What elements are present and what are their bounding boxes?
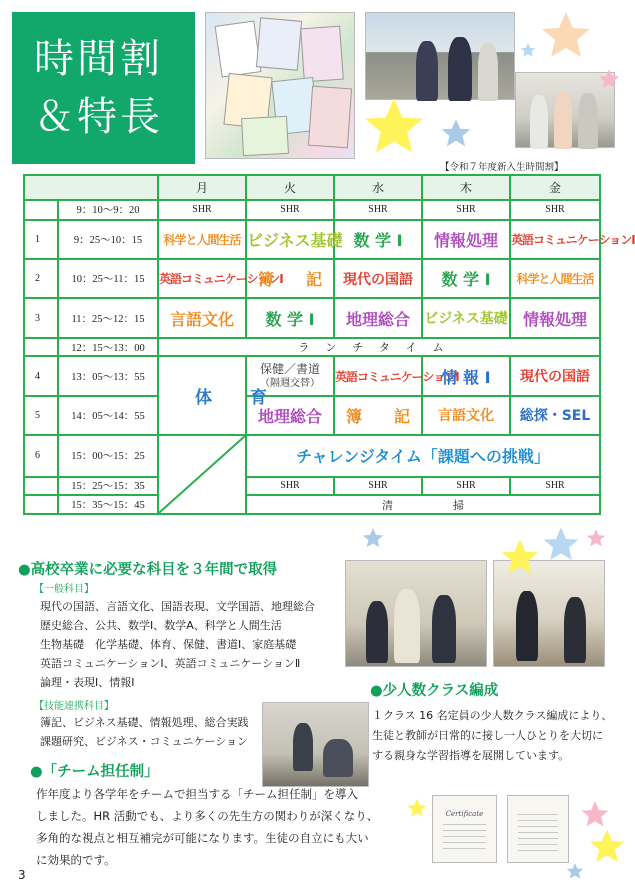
subject-cell: 数 学 Ⅰ	[422, 259, 510, 298]
time-cell: 15：00〜15：25	[58, 435, 158, 476]
subject-cell: 数 学 Ⅰ	[334, 220, 422, 259]
paragraph-line: に効果的です。	[36, 853, 116, 867]
subject-cell: ビジネス基礎	[246, 220, 334, 259]
time-cell: 9：10〜9：20	[58, 200, 158, 220]
subject-cell: 言語文化	[422, 396, 510, 435]
subject-line: 課題研究、ビジネス・コミュニケーション	[40, 735, 249, 748]
period-number: 5	[24, 396, 58, 435]
shr-cell: SHR	[334, 200, 422, 220]
diagonal-line	[159, 436, 245, 513]
star-icon	[520, 42, 536, 58]
star-icon	[542, 526, 580, 562]
team-paragraph	[36, 783, 378, 871]
hoken-label: 保健／書道	[259, 361, 320, 376]
subject-cell: 簿 記	[334, 396, 422, 435]
lunch-cell: ランチタイム	[158, 338, 600, 357]
period-number: 4	[24, 356, 58, 395]
subject-cell: 科学と人間生活	[510, 259, 600, 298]
subject-cell: 言語文化	[158, 298, 246, 337]
section-small-class-title: 少人数クラス編成	[382, 683, 499, 699]
time-cell: 15：35〜15：45	[58, 495, 158, 514]
period-number: 1	[24, 220, 58, 259]
period-number: 2	[24, 259, 58, 298]
day-header: 月	[158, 175, 246, 200]
day-header: 金	[510, 175, 600, 200]
period-row	[24, 396, 600, 435]
subject-line: 現代の国語、言語文化、国語表現、文学国語、地理総合	[40, 600, 315, 613]
subject-cell: 英語コミュニケーションⅠ	[334, 356, 422, 395]
subject-cell: 情報処理	[422, 220, 510, 259]
shr-cell: SHR	[510, 200, 600, 220]
general-subjects-list	[40, 597, 315, 692]
timetable-caption: 【令和７年度新入生時間割】	[440, 162, 564, 173]
certificate-text-lines	[518, 814, 558, 852]
day-header: 火	[246, 175, 334, 200]
star-icon	[580, 800, 610, 828]
certificate-title: Certificate	[445, 810, 484, 818]
subject-cell: 英語コミュニケーションⅠ	[158, 259, 246, 298]
tech-subjects-list	[40, 713, 249, 751]
textbooks-photo	[205, 12, 355, 159]
shr-cell: SHR	[422, 477, 510, 496]
classroom-photo	[262, 702, 369, 787]
shr-cell: SHR	[158, 200, 246, 220]
day-header: 水	[334, 175, 422, 200]
page-number: 3	[18, 868, 26, 882]
shr-cell: SHR	[422, 200, 510, 220]
hoken-cell	[246, 356, 334, 395]
timetable	[23, 174, 635, 515]
subject-line: 英語コミュニケーションⅠ、英語コミュニケーションⅡ	[40, 657, 301, 670]
paragraph-line: する親身な学習指導を展開しています。	[372, 749, 570, 762]
subject-cell: 現代の国語	[334, 259, 422, 298]
shr-cell: SHR	[246, 477, 334, 496]
shr-cell: SHR	[334, 477, 422, 496]
students-classroom-photo	[345, 560, 487, 667]
period-number: 6	[24, 435, 58, 476]
subject-line: 生物基礎 化学基礎、体育、保健、書道Ⅰ、家庭基礎	[40, 638, 297, 651]
period-row	[24, 220, 600, 259]
star-icon	[406, 798, 428, 818]
small-class-paragraph	[372, 706, 612, 766]
title-block	[12, 12, 195, 164]
shr-cell: SHR	[246, 200, 334, 220]
section-team-title: 「チーム担任制」	[42, 764, 159, 780]
subject-cell: 数 学 Ⅰ	[246, 298, 334, 337]
subject-cell: 簿 記	[246, 259, 334, 298]
time-cell: 15：25〜15：35	[58, 477, 158, 496]
time-cell: 9：25〜10：15	[58, 220, 158, 259]
title-line-2: ＆特長	[34, 94, 163, 140]
certificate-image	[432, 795, 497, 863]
period-row	[24, 356, 600, 395]
section-graduation-title: 高校卒業に必要な科目を３年間で取得	[30, 562, 278, 578]
star-icon	[598, 68, 620, 90]
paragraph-line: 多角的な視点と相互補完が可能になります。生徒の自立にも大い	[36, 831, 369, 845]
subject-cell: 現代の国語	[510, 356, 600, 395]
subject-line: 簿記、ビジネス基礎、情報処理、総合実践	[40, 716, 249, 729]
star-icon	[586, 528, 606, 548]
star-icon	[566, 862, 584, 880]
paragraph-line: 作年度より各学年をチームで担当する「チーム担任制」を導入	[36, 787, 358, 801]
subject-cell: 科学と人間生活	[158, 220, 246, 259]
presentation-photo	[493, 560, 605, 667]
paragraph-line: １クラス 16 名定員の少人数クラス編成により、	[372, 709, 613, 722]
paragraph-line: しました。HR 活動でも、より多くの先生方の関わりが深くなり、	[36, 809, 379, 823]
star-icon	[540, 10, 592, 60]
section-small-class-heading: ●少人数クラス編成	[370, 683, 499, 699]
shr-cell: SHR	[510, 477, 600, 496]
star-icon	[362, 527, 384, 549]
subject-cell: 情報処理	[510, 298, 600, 337]
hoken-note: （隔週交替）	[260, 378, 320, 390]
time-cell: 14：05〜14：55	[58, 396, 158, 435]
corner-cell	[24, 175, 158, 200]
day-header: 木	[422, 175, 510, 200]
time-cell: 13：05〜13：55	[58, 356, 158, 395]
section-graduation-heading: ●高校卒業に必要な科目を３年間で取得	[18, 562, 278, 578]
subject-cell: 地理総合	[334, 298, 422, 337]
certificate-image	[507, 795, 569, 863]
title-line-1: 時間割	[34, 36, 163, 82]
subject-cell: ビジネス基礎	[422, 298, 510, 337]
tech-subjects-label: 【技能連携科目】	[34, 701, 114, 712]
subject-cell: 情 報 Ⅰ	[422, 356, 510, 395]
period-row	[24, 298, 600, 337]
period-row	[24, 259, 600, 298]
star-icon	[362, 96, 426, 156]
challenge-cell: チャレンジタイム「課題への挑戦」	[246, 435, 600, 476]
section-team-heading: ●「チーム担任制」	[30, 764, 159, 780]
star-icon	[440, 118, 472, 148]
star-icon	[588, 828, 626, 864]
certificate-text-lines	[443, 824, 486, 852]
time-cell: 12：15〜13：00	[58, 338, 158, 357]
general-subjects-label: 【一般科目】	[34, 584, 94, 595]
pe-cell: 体育	[158, 356, 246, 435]
diagonal-cell	[158, 435, 246, 514]
star-icon	[500, 538, 540, 576]
cleaning-cell: 清掃	[246, 495, 600, 514]
students-outdoor-photo	[365, 12, 515, 100]
subject-cell: 総探・SEL	[510, 396, 600, 435]
period-number: 3	[24, 298, 58, 337]
subject-line: 歴史総合、公共、数学Ⅰ、数学A、科学と人間生活	[40, 619, 282, 632]
subject-line: 論理・表現Ⅰ、情報Ⅰ	[40, 676, 135, 689]
time-cell: 10：25〜11：15	[58, 259, 158, 298]
time-cell: 11：25〜12：15	[58, 298, 158, 337]
subject-cell: 地理総合	[246, 396, 334, 435]
subject-cell: 英語コミュニケーションⅠ	[510, 220, 600, 259]
paragraph-line: 生徒と教師が日常的に接し一人ひとりを大切に	[372, 729, 603, 742]
